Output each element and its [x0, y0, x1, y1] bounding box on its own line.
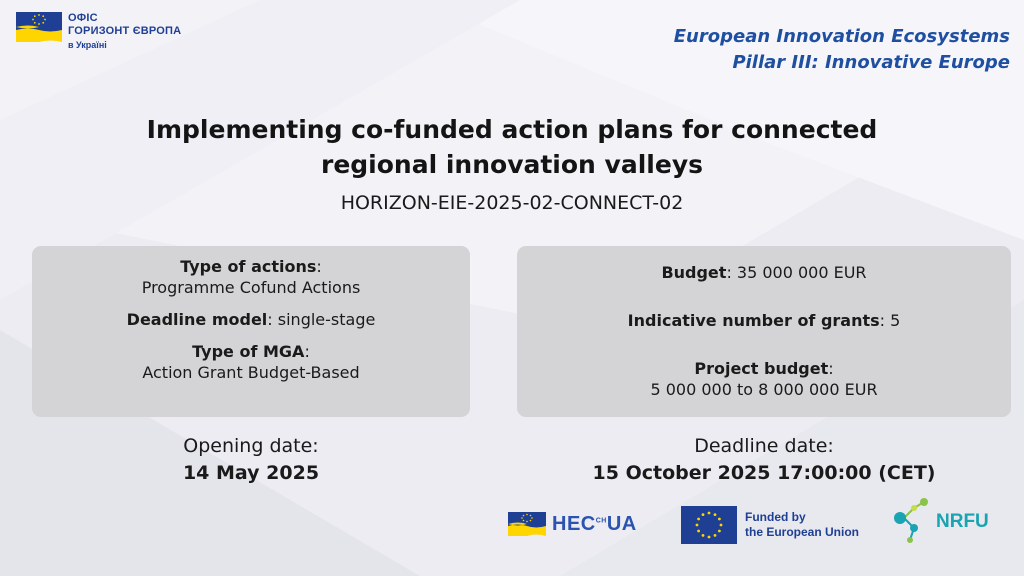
hec-mini-text: CH — [595, 516, 607, 524]
eu-flag-icon — [681, 506, 737, 544]
project-budget-label: Project budget — [694, 359, 829, 378]
ukraine-eu-flag-icon — [508, 512, 546, 536]
type-of-actions-label: Type of actions — [180, 257, 317, 276]
grants-label: Indicative number of grants — [627, 311, 880, 330]
office-logo-line2: ГОРИЗОНТ ЄВРОПА — [68, 25, 182, 37]
opening-date-value: 14 May 2025 — [182, 462, 320, 484]
nrfu-logo — [892, 496, 989, 548]
action-info-box — [32, 246, 470, 417]
office-logo-line3: в Україні — [68, 40, 107, 50]
deadline-model-sep: : — [267, 310, 273, 329]
office-logo-line1: ОФІС — [68, 12, 98, 24]
opening-date-label: Opening date: — [183, 435, 319, 457]
funded-by-eu-logo — [681, 506, 859, 544]
nrfu-molecule-icon — [892, 496, 934, 548]
budget-info-box — [517, 246, 1011, 417]
type-of-mga-label: Type of MGA — [192, 342, 305, 361]
deadline-model-value: single-stage — [272, 310, 376, 329]
eu-text-line2: the European Union — [745, 525, 859, 539]
type-of-actions-row — [32, 256, 470, 298]
opening-date — [32, 433, 470, 487]
ukraine-eu-flag-icon — [16, 12, 62, 42]
budget-row — [517, 262, 1011, 283]
nrfu-text: NRFU — [936, 511, 989, 532]
page-title — [0, 112, 1024, 182]
type-of-mga-value: Action Grant Budget-Based — [142, 363, 360, 382]
hec-main-text: HEC — [552, 512, 596, 535]
grants-sep: : — [879, 311, 886, 330]
deadline-date-value: 15 October 2025 17:00:00 (CET) — [592, 462, 936, 484]
eu-text-line1: Funded by — [745, 510, 806, 524]
project-budget-sep: : — [828, 359, 834, 378]
type-of-mga-sep: : — [304, 342, 310, 361]
call-code: HORIZON-EIE-2025-02-CONNECT-02 — [340, 192, 684, 214]
grants-row — [517, 310, 1011, 331]
project-budget-row — [517, 358, 1011, 400]
office-horizon-europe-logo — [16, 12, 181, 52]
budget-sep: : — [726, 263, 732, 282]
hec-ua-logo — [508, 512, 637, 536]
deadline-date — [517, 433, 1011, 487]
title-line2: regional innovation valleys — [320, 150, 703, 179]
type-of-actions-sep: : — [316, 257, 322, 276]
budget-label: Budget — [661, 263, 727, 282]
project-budget-value: 5 000 000 to 8 000 000 EUR — [650, 380, 878, 399]
hec-suffix-text: UA — [606, 512, 637, 535]
title-line1: Implementing co-funded action plans for connected — [146, 115, 878, 144]
deadline-model-label: Deadline model — [126, 310, 268, 329]
program-line1: European Innovation Ecosystems — [673, 26, 1010, 47]
program-label — [674, 24, 1010, 76]
budget-value: 35 000 000 EUR — [731, 263, 867, 282]
type-of-actions-value: Programme Cofund Actions — [141, 278, 361, 297]
program-line2: Pillar III: Innovative Europe — [732, 52, 1010, 73]
hec-ua-text — [552, 513, 637, 536]
deadline-date-label: Deadline date: — [694, 435, 834, 457]
grants-value: 5 — [885, 311, 901, 330]
deadline-model-row — [32, 309, 470, 330]
type-of-mga-row — [32, 341, 470, 383]
